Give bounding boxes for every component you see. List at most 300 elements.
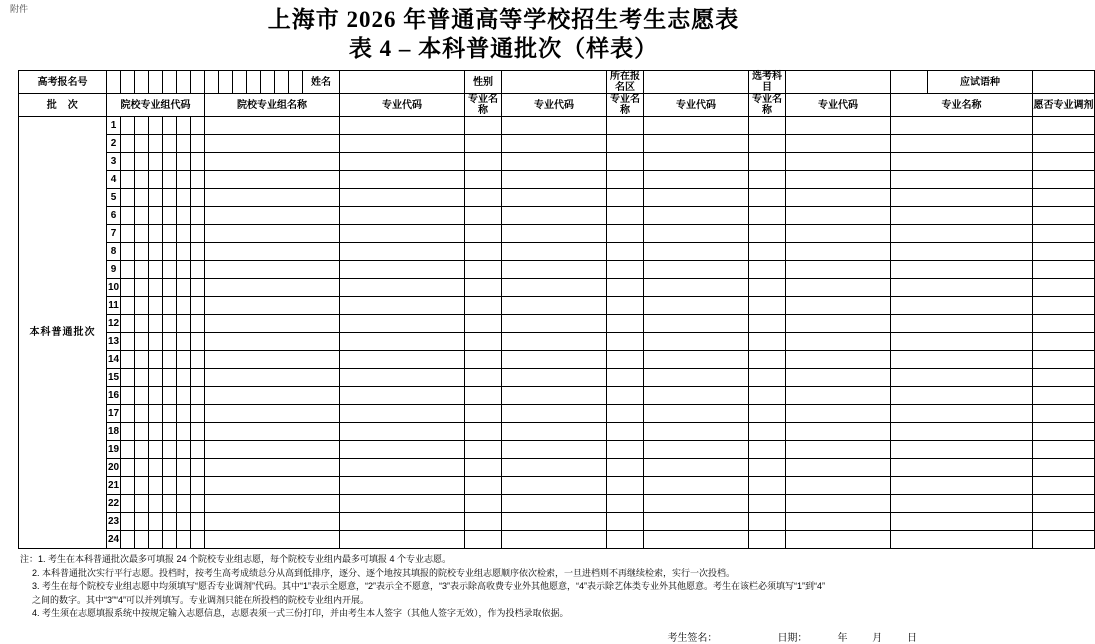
major-name-cell[interactable] [749, 477, 786, 495]
major-name-cell[interactable] [749, 153, 786, 171]
college-group-code-cell[interactable] [121, 513, 135, 531]
major-name-cell[interactable] [607, 117, 644, 135]
college-group-code-cell[interactable] [191, 333, 205, 351]
college-group-code-cell[interactable] [149, 333, 163, 351]
adjust-cell[interactable] [1033, 387, 1095, 405]
major-name-cell[interactable] [607, 405, 644, 423]
college-group-code-cell[interactable] [135, 423, 149, 441]
major-code-cell[interactable] [644, 153, 749, 171]
major-code-cell[interactable] [786, 423, 891, 441]
college-group-code-cell[interactable] [191, 351, 205, 369]
college-group-code-cell[interactable] [191, 171, 205, 189]
adjust-cell[interactable] [1033, 135, 1095, 153]
college-group-code-cell[interactable] [135, 135, 149, 153]
college-group-code-cell[interactable] [121, 153, 135, 171]
major-code-cell[interactable] [786, 243, 891, 261]
college-group-code-cell[interactable] [163, 171, 177, 189]
major-name-cell[interactable] [465, 135, 502, 153]
college-group-code-cell[interactable] [135, 279, 149, 297]
major-code-cell[interactable] [502, 225, 607, 243]
college-group-code-cell[interactable] [177, 243, 191, 261]
college-group-code-cell[interactable] [191, 441, 205, 459]
college-group-code-cell[interactable] [121, 315, 135, 333]
college-group-code-cell[interactable] [163, 117, 177, 135]
major-code-cell[interactable] [644, 315, 749, 333]
major-code-cell[interactable] [786, 405, 891, 423]
college-group-code-cell[interactable] [191, 207, 205, 225]
college-group-code-cell[interactable] [149, 423, 163, 441]
major-code-cell[interactable] [340, 423, 465, 441]
college-group-name-cell[interactable] [205, 405, 340, 423]
major-name-cell[interactable] [891, 297, 1033, 315]
college-group-code-cell[interactable] [191, 117, 205, 135]
name-value[interactable] [340, 71, 465, 94]
major-name-cell[interactable] [607, 171, 644, 189]
exam-number-cell-12[interactable] [261, 71, 275, 94]
college-group-code-cell[interactable] [163, 423, 177, 441]
major-name-cell[interactable] [465, 225, 502, 243]
college-group-code-cell[interactable] [121, 333, 135, 351]
college-group-code-cell[interactable] [177, 495, 191, 513]
major-code-cell[interactable] [340, 225, 465, 243]
major-code-cell[interactable] [786, 135, 891, 153]
college-group-code-cell[interactable] [135, 495, 149, 513]
college-group-code-cell[interactable] [191, 243, 205, 261]
adjust-cell[interactable] [1033, 243, 1095, 261]
college-group-code-cell[interactable] [177, 153, 191, 171]
major-name-cell[interactable] [891, 261, 1033, 279]
major-name-cell[interactable] [465, 261, 502, 279]
major-name-cell[interactable] [891, 135, 1033, 153]
major-name-cell[interactable] [891, 171, 1033, 189]
college-group-code-cell[interactable] [149, 369, 163, 387]
major-code-cell[interactable] [340, 513, 465, 531]
major-code-cell[interactable] [340, 441, 465, 459]
major-code-cell[interactable] [340, 153, 465, 171]
major-code-cell[interactable] [502, 243, 607, 261]
major-code-cell[interactable] [502, 441, 607, 459]
college-group-code-cell[interactable] [163, 243, 177, 261]
major-name-cell[interactable] [891, 225, 1033, 243]
college-group-code-cell[interactable] [121, 171, 135, 189]
major-code-cell[interactable] [340, 333, 465, 351]
college-group-code-cell[interactable] [163, 207, 177, 225]
major-code-cell[interactable] [340, 315, 465, 333]
major-name-cell[interactable] [465, 207, 502, 225]
major-code-cell[interactable] [340, 405, 465, 423]
college-group-code-cell[interactable] [149, 495, 163, 513]
college-group-code-cell[interactable] [135, 261, 149, 279]
major-name-cell[interactable] [607, 135, 644, 153]
adjust-cell[interactable] [1033, 279, 1095, 297]
college-group-code-cell[interactable] [149, 153, 163, 171]
college-group-code-cell[interactable] [135, 459, 149, 477]
college-group-code-cell[interactable] [149, 135, 163, 153]
college-group-code-cell[interactable] [149, 477, 163, 495]
college-group-name-cell[interactable] [205, 369, 340, 387]
major-name-cell[interactable] [465, 297, 502, 315]
college-group-code-cell[interactable] [191, 225, 205, 243]
college-group-code-cell[interactable] [163, 315, 177, 333]
college-group-code-cell[interactable] [121, 405, 135, 423]
exam-number-cell-5[interactable] [163, 71, 177, 94]
major-code-cell[interactable] [786, 117, 891, 135]
major-code-cell[interactable] [502, 117, 607, 135]
college-group-code-cell[interactable] [177, 333, 191, 351]
college-group-code-cell[interactable] [135, 351, 149, 369]
major-code-cell[interactable] [644, 333, 749, 351]
major-code-cell[interactable] [644, 135, 749, 153]
major-code-cell[interactable] [502, 513, 607, 531]
major-code-cell[interactable] [340, 135, 465, 153]
college-group-code-cell[interactable] [149, 405, 163, 423]
major-code-cell[interactable] [340, 531, 465, 549]
college-group-code-cell[interactable] [163, 153, 177, 171]
major-code-cell[interactable] [786, 369, 891, 387]
college-group-code-cell[interactable] [177, 135, 191, 153]
major-name-cell[interactable] [891, 477, 1033, 495]
adjust-cell[interactable] [1033, 207, 1095, 225]
exam-number-cell-6[interactable] [177, 71, 191, 94]
college-group-code-cell[interactable] [121, 351, 135, 369]
major-code-cell[interactable] [502, 477, 607, 495]
college-group-code-cell[interactable] [149, 243, 163, 261]
college-group-code-cell[interactable] [121, 207, 135, 225]
major-name-cell[interactable] [465, 531, 502, 549]
college-group-code-cell[interactable] [191, 369, 205, 387]
major-code-cell[interactable] [340, 495, 465, 513]
major-code-cell[interactable] [644, 477, 749, 495]
major-name-cell[interactable] [607, 387, 644, 405]
college-group-code-cell[interactable] [149, 297, 163, 315]
subjects-value-2[interactable] [891, 71, 928, 94]
major-code-cell[interactable] [502, 423, 607, 441]
major-name-cell[interactable] [607, 441, 644, 459]
adjust-cell[interactable] [1033, 495, 1095, 513]
adjust-cell[interactable] [1033, 153, 1095, 171]
college-group-code-cell[interactable] [163, 225, 177, 243]
college-group-name-cell[interactable] [205, 387, 340, 405]
major-code-cell[interactable] [502, 369, 607, 387]
college-group-code-cell[interactable] [191, 531, 205, 549]
exam-number-cell-7[interactable] [191, 71, 205, 94]
major-code-cell[interactable] [340, 261, 465, 279]
major-name-cell[interactable] [749, 171, 786, 189]
major-name-cell[interactable] [465, 441, 502, 459]
major-code-cell[interactable] [644, 171, 749, 189]
college-group-name-cell[interactable] [205, 423, 340, 441]
major-name-cell[interactable] [465, 171, 502, 189]
college-group-code-cell[interactable] [135, 117, 149, 135]
college-group-code-cell[interactable] [177, 279, 191, 297]
adjust-cell[interactable] [1033, 459, 1095, 477]
major-name-cell[interactable] [749, 531, 786, 549]
college-group-code-cell[interactable] [163, 369, 177, 387]
adjust-cell[interactable] [1033, 225, 1095, 243]
adjust-cell[interactable] [1033, 423, 1095, 441]
college-group-code-cell[interactable] [191, 423, 205, 441]
college-group-code-cell[interactable] [177, 459, 191, 477]
major-name-cell[interactable] [607, 459, 644, 477]
college-group-code-cell[interactable] [163, 135, 177, 153]
major-name-cell[interactable] [891, 207, 1033, 225]
college-group-code-cell[interactable] [163, 513, 177, 531]
college-group-code-cell[interactable] [135, 405, 149, 423]
college-group-code-cell[interactable] [149, 171, 163, 189]
major-code-cell[interactable] [644, 351, 749, 369]
college-group-code-cell[interactable] [121, 225, 135, 243]
major-name-cell[interactable] [891, 531, 1033, 549]
major-name-cell[interactable] [749, 387, 786, 405]
major-name-cell[interactable] [749, 207, 786, 225]
major-name-cell[interactable] [749, 135, 786, 153]
college-group-code-cell[interactable] [177, 405, 191, 423]
exam-number-cell-11[interactable] [247, 71, 261, 94]
college-group-code-cell[interactable] [163, 459, 177, 477]
college-group-code-cell[interactable] [177, 531, 191, 549]
college-group-code-cell[interactable] [121, 279, 135, 297]
major-code-cell[interactable] [786, 225, 891, 243]
major-name-cell[interactable] [891, 387, 1033, 405]
major-code-cell[interactable] [786, 351, 891, 369]
college-group-code-cell[interactable] [149, 261, 163, 279]
major-code-cell[interactable] [502, 333, 607, 351]
major-code-cell[interactable] [502, 405, 607, 423]
major-code-cell[interactable] [502, 207, 607, 225]
major-name-cell[interactable] [749, 459, 786, 477]
adjust-cell[interactable] [1033, 477, 1095, 495]
college-group-code-cell[interactable] [121, 261, 135, 279]
adjust-cell[interactable] [1033, 441, 1095, 459]
college-group-code-cell[interactable] [149, 315, 163, 333]
college-group-code-cell[interactable] [163, 531, 177, 549]
major-name-cell[interactable] [607, 207, 644, 225]
college-group-code-cell[interactable] [135, 513, 149, 531]
exam-number-cell-3[interactable] [135, 71, 149, 94]
major-name-cell[interactable] [607, 315, 644, 333]
major-name-cell[interactable] [749, 279, 786, 297]
major-code-cell[interactable] [340, 207, 465, 225]
college-group-code-cell[interactable] [177, 423, 191, 441]
college-group-code-cell[interactable] [121, 495, 135, 513]
college-group-name-cell[interactable] [205, 351, 340, 369]
exam-number-cell-14[interactable] [289, 71, 303, 94]
major-name-cell[interactable] [749, 315, 786, 333]
major-name-cell[interactable] [465, 153, 502, 171]
major-code-cell[interactable] [340, 369, 465, 387]
college-group-code-cell[interactable] [121, 189, 135, 207]
major-name-cell[interactable] [607, 279, 644, 297]
college-group-name-cell[interactable] [205, 117, 340, 135]
major-code-cell[interactable] [644, 117, 749, 135]
major-code-cell[interactable] [340, 477, 465, 495]
exam-number-cell-2[interactable] [121, 71, 135, 94]
exam-number-cell-8[interactable] [205, 71, 219, 94]
major-code-cell[interactable] [786, 189, 891, 207]
major-code-cell[interactable] [502, 351, 607, 369]
college-group-name-cell[interactable] [205, 189, 340, 207]
adjust-cell[interactable] [1033, 189, 1095, 207]
college-group-name-cell[interactable] [205, 261, 340, 279]
college-group-code-cell[interactable] [177, 315, 191, 333]
major-code-cell[interactable] [644, 261, 749, 279]
major-name-cell[interactable] [607, 513, 644, 531]
college-group-code-cell[interactable] [149, 387, 163, 405]
major-code-cell[interactable] [786, 207, 891, 225]
major-name-cell[interactable] [891, 405, 1033, 423]
college-group-name-cell[interactable] [205, 297, 340, 315]
college-group-code-cell[interactable] [191, 279, 205, 297]
major-code-cell[interactable] [340, 243, 465, 261]
college-group-code-cell[interactable] [121, 477, 135, 495]
major-name-cell[interactable] [891, 117, 1033, 135]
major-name-cell[interactable] [749, 189, 786, 207]
college-group-code-cell[interactable] [135, 315, 149, 333]
college-group-code-cell[interactable] [191, 315, 205, 333]
college-group-code-cell[interactable] [135, 531, 149, 549]
adjust-cell[interactable] [1033, 369, 1095, 387]
major-code-cell[interactable] [644, 207, 749, 225]
major-name-cell[interactable] [465, 351, 502, 369]
college-group-code-cell[interactable] [191, 477, 205, 495]
college-group-code-cell[interactable] [177, 477, 191, 495]
college-group-code-cell[interactable] [191, 387, 205, 405]
college-group-name-cell[interactable] [205, 477, 340, 495]
college-group-code-cell[interactable] [177, 189, 191, 207]
major-name-cell[interactable] [749, 351, 786, 369]
college-group-code-cell[interactable] [135, 171, 149, 189]
college-group-code-cell[interactable] [121, 423, 135, 441]
college-group-code-cell[interactable] [121, 441, 135, 459]
college-group-code-cell[interactable] [163, 189, 177, 207]
major-name-cell[interactable] [607, 297, 644, 315]
college-group-code-cell[interactable] [191, 153, 205, 171]
college-group-code-cell[interactable] [163, 261, 177, 279]
major-code-cell[interactable] [502, 387, 607, 405]
college-group-code-cell[interactable] [163, 477, 177, 495]
major-name-cell[interactable] [465, 315, 502, 333]
college-group-code-cell[interactable] [149, 441, 163, 459]
major-code-cell[interactable] [340, 117, 465, 135]
major-name-cell[interactable] [607, 225, 644, 243]
college-group-code-cell[interactable] [163, 351, 177, 369]
major-code-cell[interactable] [644, 243, 749, 261]
college-group-code-cell[interactable] [149, 513, 163, 531]
major-code-cell[interactable] [644, 369, 749, 387]
major-name-cell[interactable] [465, 513, 502, 531]
adjust-cell[interactable] [1033, 333, 1095, 351]
adjust-cell[interactable] [1033, 117, 1095, 135]
college-group-name-cell[interactable] [205, 513, 340, 531]
college-group-code-cell[interactable] [135, 477, 149, 495]
college-group-code-cell[interactable] [191, 135, 205, 153]
major-name-cell[interactable] [891, 351, 1033, 369]
adjust-cell[interactable] [1033, 171, 1095, 189]
college-group-name-cell[interactable] [205, 225, 340, 243]
college-group-code-cell[interactable] [149, 351, 163, 369]
college-group-code-cell[interactable] [163, 441, 177, 459]
major-code-cell[interactable] [786, 531, 891, 549]
major-name-cell[interactable] [749, 405, 786, 423]
college-group-name-cell[interactable] [205, 279, 340, 297]
college-group-code-cell[interactable] [163, 333, 177, 351]
major-code-cell[interactable] [340, 297, 465, 315]
adjust-cell[interactable] [1033, 261, 1095, 279]
college-group-code-cell[interactable] [177, 207, 191, 225]
college-group-code-cell[interactable] [163, 279, 177, 297]
college-group-code-cell[interactable] [191, 189, 205, 207]
major-code-cell[interactable] [644, 423, 749, 441]
college-group-name-cell[interactable] [205, 531, 340, 549]
major-name-cell[interactable] [465, 189, 502, 207]
major-code-cell[interactable] [502, 297, 607, 315]
college-group-code-cell[interactable] [149, 279, 163, 297]
major-name-cell[interactable] [465, 405, 502, 423]
college-group-code-cell[interactable] [121, 243, 135, 261]
college-group-code-cell[interactable] [135, 243, 149, 261]
college-group-code-cell[interactable] [191, 513, 205, 531]
major-code-cell[interactable] [502, 189, 607, 207]
major-name-cell[interactable] [749, 333, 786, 351]
major-code-cell[interactable] [644, 441, 749, 459]
major-name-cell[interactable] [465, 459, 502, 477]
college-group-code-cell[interactable] [177, 387, 191, 405]
major-code-cell[interactable] [340, 171, 465, 189]
major-code-cell[interactable] [502, 279, 607, 297]
major-code-cell[interactable] [786, 441, 891, 459]
major-name-cell[interactable] [749, 297, 786, 315]
major-name-cell[interactable] [607, 333, 644, 351]
college-group-name-cell[interactable] [205, 171, 340, 189]
college-group-code-cell[interactable] [149, 207, 163, 225]
college-group-code-cell[interactable] [135, 189, 149, 207]
college-group-code-cell[interactable] [121, 117, 135, 135]
college-group-code-cell[interactable] [163, 297, 177, 315]
major-code-cell[interactable] [786, 153, 891, 171]
college-group-name-cell[interactable] [205, 135, 340, 153]
college-group-code-cell[interactable] [149, 225, 163, 243]
major-name-cell[interactable] [891, 153, 1033, 171]
college-group-name-cell[interactable] [205, 333, 340, 351]
college-group-code-cell[interactable] [135, 153, 149, 171]
major-code-cell[interactable] [644, 531, 749, 549]
major-name-cell[interactable] [891, 495, 1033, 513]
major-name-cell[interactable] [891, 423, 1033, 441]
major-code-cell[interactable] [644, 459, 749, 477]
major-code-cell[interactable] [340, 189, 465, 207]
major-name-cell[interactable] [465, 423, 502, 441]
major-name-cell[interactable] [607, 531, 644, 549]
college-group-code-cell[interactable] [177, 261, 191, 279]
college-group-name-cell[interactable] [205, 441, 340, 459]
college-group-code-cell[interactable] [177, 351, 191, 369]
major-name-cell[interactable] [607, 495, 644, 513]
major-name-cell[interactable] [749, 423, 786, 441]
major-code-cell[interactable] [644, 189, 749, 207]
college-group-code-cell[interactable] [177, 171, 191, 189]
adjust-cell[interactable] [1033, 351, 1095, 369]
major-name-cell[interactable] [891, 513, 1033, 531]
major-name-cell[interactable] [749, 243, 786, 261]
college-group-code-cell[interactable] [149, 531, 163, 549]
adjust-cell[interactable] [1033, 531, 1095, 549]
major-code-cell[interactable] [340, 459, 465, 477]
major-name-cell[interactable] [749, 117, 786, 135]
college-group-code-cell[interactable] [121, 387, 135, 405]
major-name-cell[interactable] [607, 153, 644, 171]
major-name-cell[interactable] [607, 243, 644, 261]
major-code-cell[interactable] [502, 459, 607, 477]
